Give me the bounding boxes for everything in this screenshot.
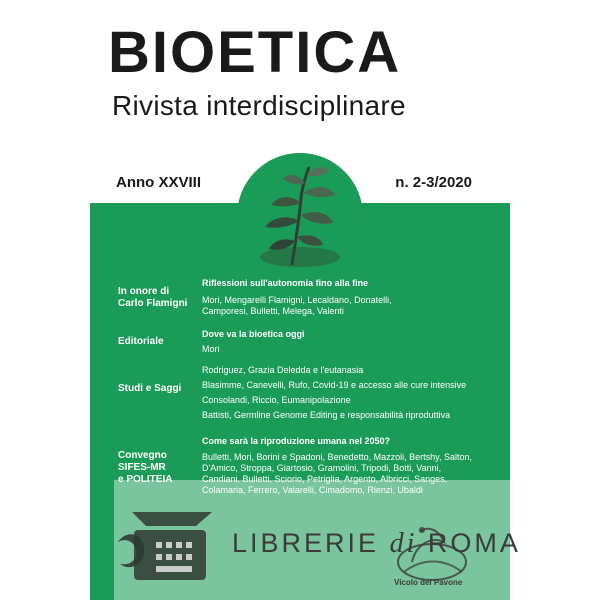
entry-authors: Camporesi, Bulletti, Melega, Valenti	[202, 306, 344, 316]
entry-authors: Bulletti, Mori, Borini e Spadoni, Benedetto, Mazzoli, Bertshy, Salton,	[202, 452, 472, 462]
journal-cover	[90, 0, 510, 600]
entry-authors: Mori	[202, 344, 220, 354]
peacock-emblem-icon	[392, 518, 472, 584]
typewriter-logo-icon	[112, 512, 212, 590]
entry-studies	[202, 363, 502, 423]
journal-title: BIOETICA	[108, 20, 402, 85]
entry-tribute	[202, 278, 502, 317]
bookstore-address: Vicolo del Pavone	[394, 578, 463, 587]
entry-title: Come sarà la riproduzione umana nel 2050?	[202, 436, 391, 446]
study-line: Rodriguez, Grazia Deledda e l'eutanasia	[202, 365, 364, 375]
journal-subtitle: Rivista interdisciplinare	[112, 90, 406, 121]
entry-title: Dove va la bioetica oggi	[202, 329, 305, 339]
study-line: Blasimme, Canevelli, Rufo, Covid-19 e accesso alle cure intensive	[202, 380, 467, 390]
section-label-studies: Studi e Saggi	[118, 383, 182, 394]
section-label-conference: Convegno SIFES-MR e POLITEIA	[118, 450, 173, 485]
section-label-tribute: In onore di Carlo Flamigni	[118, 286, 188, 309]
entry-editorial	[202, 329, 502, 355]
entry-authors: Candiani, Bulletti, Sciorio, Petriglia, Argento, Albricci, Sanges,	[202, 474, 448, 484]
bookstore-name: LIBRERIE di ROMA	[232, 528, 521, 559]
study-line: Consolandi, Riccio, Eumanipolazione	[202, 395, 351, 405]
issue-number: n. 2-3/2020	[395, 174, 472, 191]
year-label: Anno XXVIII	[116, 174, 202, 191]
entry-title: Riflessioni sull'autonomia fino alla fine	[202, 278, 369, 288]
plant-icon	[237, 153, 363, 279]
entry-authors: D'Amico, Stroppa, Giartosio, Gramolini, Tripodi, Botti, Vanni,	[202, 463, 442, 473]
entry-authors: Colamaria, Ferrero, Vaiarelli, Cimadomo, Rienzi, Ubaldi	[202, 485, 423, 495]
plant-illustration	[237, 153, 363, 279]
entry-authors: Mori, Mengarelli Flamigni, Lecaldano, Donatelli,	[202, 295, 392, 305]
section-label-editorial: Editoriale	[118, 336, 164, 347]
study-line: Battisti, Germline Genome Editing e responsabilità riproduttiva	[202, 410, 451, 420]
